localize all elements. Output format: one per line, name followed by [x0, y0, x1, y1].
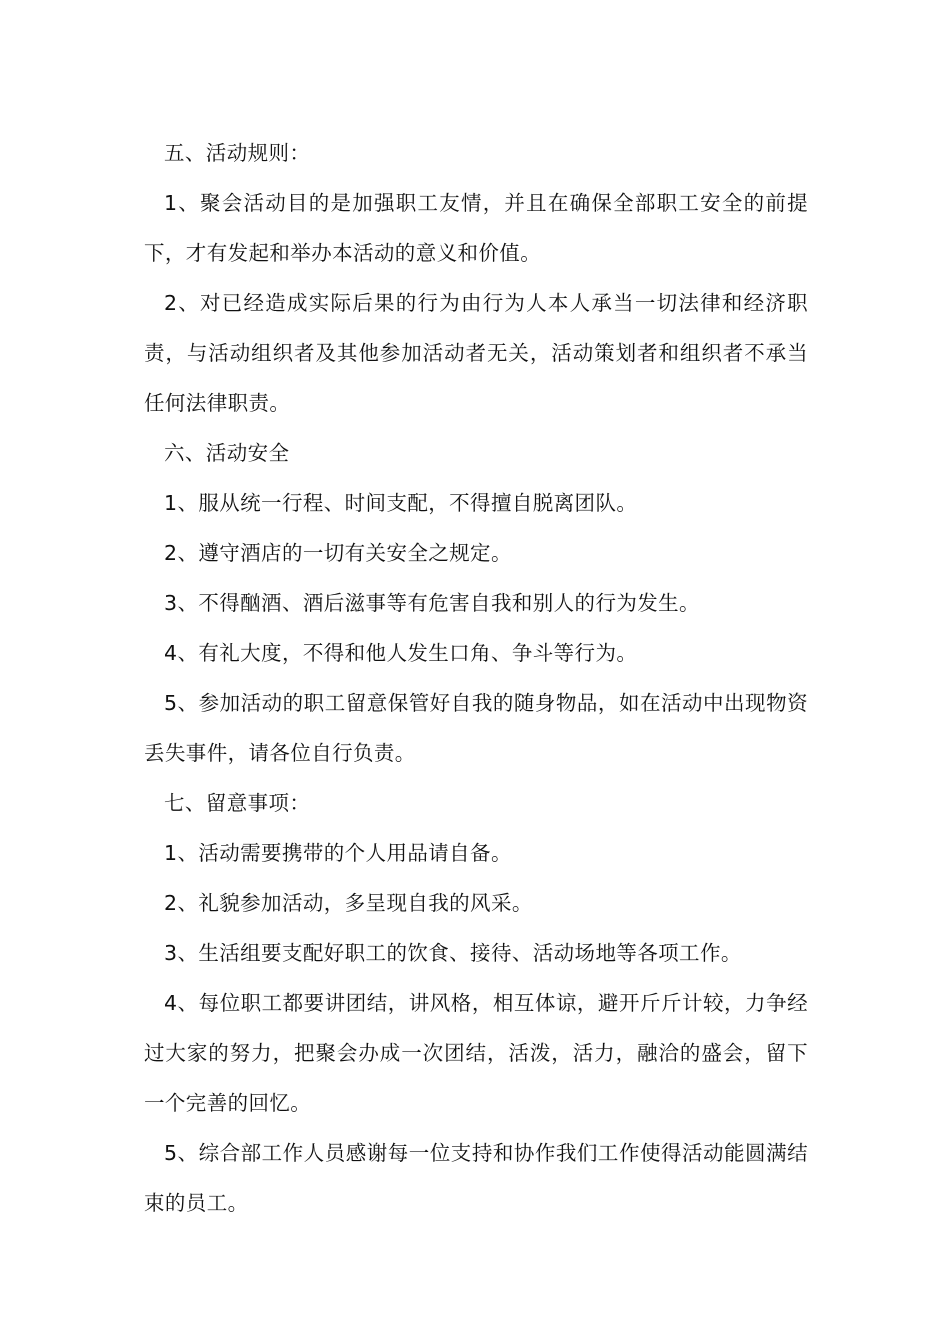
safety-item-3: 3、不得酗酒、酒后滋事等有危害自我和别人的行为发生。	[164, 591, 700, 615]
notes-item-2: 2、礼貌参加活动，多呈现自我的风采。	[164, 891, 533, 915]
rules-item-1: 1、聚会活动目的是加强职工友情，并且在确保全部职工安全的前提下，才有发起和举办本活动的意义和价值。	[144, 191, 808, 265]
notes-item-5: 5、综合部工作人员感谢每一位支持和协作我们工作使得活动能圆满结束的员工。	[144, 1141, 808, 1215]
safety-item-2: 2、遵守酒店的一切有关安全之规定。	[164, 541, 512, 565]
document-body	[144, 128, 808, 1228]
safety-item-1: 1、服从统一行程、时间支配，不得擅自脱离团队。	[164, 491, 638, 515]
notes-item-3: 3、生活组要支配好职工的饮食、接待、活动场地等各项工作。	[164, 941, 742, 965]
rules-item-2: 2、对已经造成实际后果的行为由行为人本人承当一切法律和经济职责，与活动组织者及其他参加活动者无关，活动策划者和组织者不承当任何法律职责。	[144, 291, 808, 415]
safety-item-4: 4、有礼大度，不得和他人发生口角、争斗等行为。	[164, 641, 638, 665]
notes-item-1: 1、活动需要携带的个人用品请自备。	[164, 841, 512, 865]
section-heading-rules: 五、活动规则：	[164, 141, 311, 165]
safety-item-5: 5、参加活动的职工留意保管好自我的随身物品，如在活动中出现物资丢失事件，请各位自行负责。	[144, 691, 808, 765]
section-heading-notes: 七、留意事项：	[164, 791, 311, 815]
section-heading-safety: 六、活动安全	[164, 441, 290, 465]
notes-item-4: 4、每位职工都要讲团结，讲风格，相互体谅，避开斤斤计较，力争经过大家的努力，把聚会办成一次团结，活泼，活力，融洽的盛会，留下一个完善的回忆。	[144, 991, 808, 1115]
